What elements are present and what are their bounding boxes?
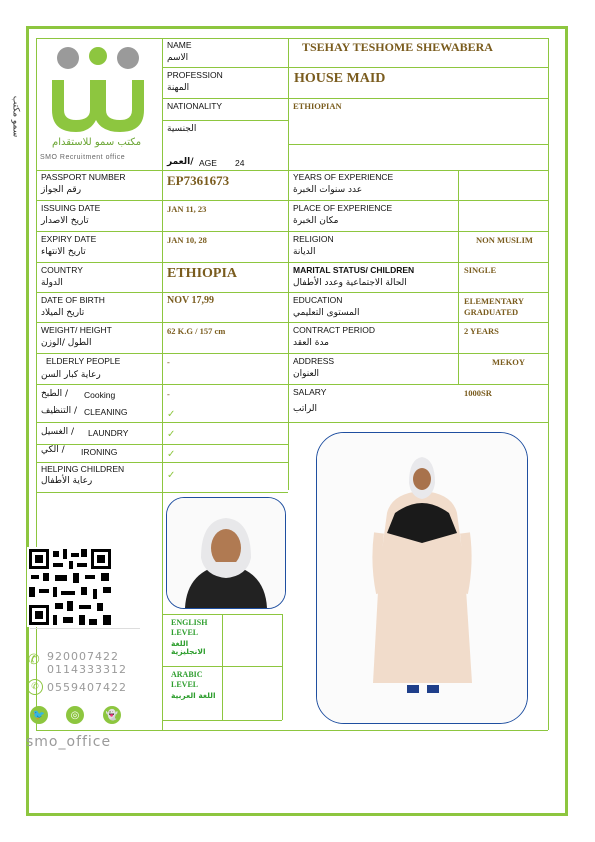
years-exp-label: YEARS OF EXPERIENCE (293, 172, 394, 182)
social-handle[interactable]: smo_office (26, 734, 112, 750)
laundry-label: LAUNDRY (88, 428, 129, 438)
religion-label: RELIGION (293, 234, 334, 244)
phone-icon: ✆ (28, 652, 40, 668)
country-label-ar: الدولة (41, 278, 63, 288)
salary-value: 1000SR (464, 388, 492, 398)
profession-label: PROFESSION (167, 70, 223, 80)
dob-value: NOV 17,99 (167, 295, 215, 306)
side-logo-text: ﺳﻤﻮ ﻣﻜﺘﺐ (10, 95, 21, 138)
expiry-label: EXPIRY DATE (41, 234, 97, 244)
name-label: NAME (167, 40, 192, 50)
grid-line (162, 67, 548, 68)
grid-line (162, 720, 282, 721)
contract-value: 2 YEARS (464, 326, 499, 336)
expiry-value: JAN 10, 28 (167, 235, 207, 245)
twitter-icon[interactable]: 🐦 (30, 706, 48, 724)
helping-label-ar: رعاية الأطفال (41, 476, 93, 486)
snapchat-icon[interactable]: 👻 (103, 706, 121, 724)
full-body-photo (316, 432, 528, 724)
elderly-label-ar: رعاية كبار السن (41, 370, 101, 380)
whatsapp-number[interactable]: 0559407422 (47, 681, 127, 694)
weight-height-label-ar: الطول /الوزن (41, 338, 92, 348)
grid-line (36, 38, 548, 39)
passport-label: PASSPORT NUMBER (41, 172, 126, 182)
education-value: ELEMENTARY GRADUATED (464, 296, 524, 317)
contract-label-ar: مدة العقد (293, 338, 329, 348)
cleaning-label-ar: التنظيف / (41, 406, 77, 416)
age-label-ar: العمر/ (167, 157, 194, 167)
grid-line (36, 322, 548, 323)
whatsapp-icon: ✆ (27, 679, 43, 695)
issuing-label: ISSUING DATE (41, 203, 101, 213)
logo-english: SMO Recruitment office (40, 154, 126, 161)
logo-arabic: مكتب سمو للاستقدام (52, 137, 142, 148)
qr-divider (30, 628, 140, 629)
religion-value: NON MUSLIM (476, 235, 533, 245)
cleaning-label: CLEANING (84, 407, 128, 417)
company-logo (40, 40, 158, 166)
expiry-label-ar: تاريخ الانتهاء (41, 247, 86, 257)
grid-line (162, 120, 288, 121)
grid-line (288, 38, 289, 490)
marital-label: MARITAL STATUS/ CHILDREN (293, 265, 415, 275)
grid-line (36, 353, 548, 354)
laundry-check-icon: ✓ (167, 429, 176, 440)
contract-label: CONTRACT PERIOD (293, 325, 376, 335)
cleaning-check-icon: ✓ (167, 409, 176, 420)
cooking-value: - (167, 389, 170, 399)
salary-label-ar: الراتب (293, 404, 318, 414)
ironing-check-icon: ✓ (167, 449, 176, 460)
place-exp-label-ar: مكان الخبرة (293, 216, 339, 226)
country-value: ETHIOPIA (167, 266, 238, 281)
place-exp-label: PLACE OF EXPERIENCE (293, 203, 393, 213)
grid-line (36, 384, 548, 385)
passport-label-ar: رقم الجواز (41, 185, 82, 195)
phone-number-1[interactable]: 920007422 (47, 650, 119, 663)
grid-line (288, 144, 548, 145)
grid-line (162, 38, 163, 730)
profession-value: HOUSE MAID (294, 71, 386, 86)
elderly-label: ELDERLY PEOPLE (46, 356, 121, 366)
name-value: TSEHAY TESHOME SHEWABERA (302, 40, 493, 54)
helping-label: HELPING CHILDREN (41, 464, 125, 474)
laundry-label-ar: الغسيل / (41, 427, 75, 437)
country-label: COUNTRY (41, 265, 83, 275)
phone-number-2[interactable]: 0114333312 (47, 663, 127, 676)
grid-line (222, 614, 223, 720)
issuing-label-ar: تاريخ الاصدار (41, 216, 89, 226)
age-value: 24 (235, 158, 245, 168)
grid-line (162, 98, 548, 99)
grid-line (36, 422, 548, 423)
portrait-photo (166, 497, 286, 609)
grid-line (36, 231, 548, 232)
arabic-level-label: ARABIC LEVEL (171, 670, 203, 689)
grid-line (36, 200, 548, 201)
ironing-label-ar: الكي / (41, 445, 65, 455)
grid-line (36, 262, 548, 263)
grid-line (36, 170, 548, 171)
address-value: MEKOY (492, 357, 526, 367)
cooking-label-ar: الطبخ / (41, 389, 69, 399)
age-label: AGE (199, 158, 217, 168)
address-label-ar: العنوان (293, 369, 320, 379)
weight-height-value: 62 K.G / 157 cm (167, 326, 226, 336)
issuing-value: JAN 11, 23 (167, 204, 207, 214)
grid-line (458, 170, 459, 384)
dob-label: DATE OF BIRTH (41, 295, 105, 305)
weight-height-label: WEIGHT/ HEIGHT (41, 325, 112, 335)
nationality-value: ETHIOPIAN (293, 101, 342, 111)
arabic-level-label-ar: اللغة العربية (171, 691, 216, 700)
education-label-ar: المستوى التعليمي (293, 308, 360, 318)
cooking-label: Cooking (84, 390, 116, 400)
elderly-value: - (167, 357, 170, 367)
marital-value: SINGLE (464, 265, 497, 275)
grid-line (36, 292, 548, 293)
salary-label: SALARY (293, 387, 327, 397)
profession-label-ar: المهنة (167, 83, 190, 93)
marital-label-ar: الحالة الاجتماعية وعدد الأطفال (293, 278, 407, 288)
english-level-label: ENGLISH LEVEL (171, 618, 208, 637)
grid-line (282, 614, 283, 720)
instagram-icon[interactable]: ◎ (66, 706, 84, 724)
qr-code (27, 547, 113, 627)
passport-value: EP7361673 (167, 173, 230, 188)
dob-label-ar: تاريخ الميلاد (41, 308, 85, 318)
years-exp-label-ar: عدد سنوات الخبرة (293, 185, 363, 195)
education-label: EDUCATION (293, 295, 343, 305)
grid-line (548, 38, 549, 730)
helping-check-icon: ✓ (167, 470, 176, 481)
nationality-label: NATIONALITY (167, 101, 223, 111)
nationality-label-ar: الجنسية (167, 124, 197, 134)
ironing-label: IRONING (81, 447, 118, 457)
name-label-ar: الاسم (167, 53, 189, 63)
grid-line (36, 730, 548, 731)
english-level-label-ar: اللغة الانجليزية (171, 639, 206, 656)
address-label: ADDRESS (293, 356, 335, 366)
religion-label-ar: الديانة (293, 247, 316, 257)
